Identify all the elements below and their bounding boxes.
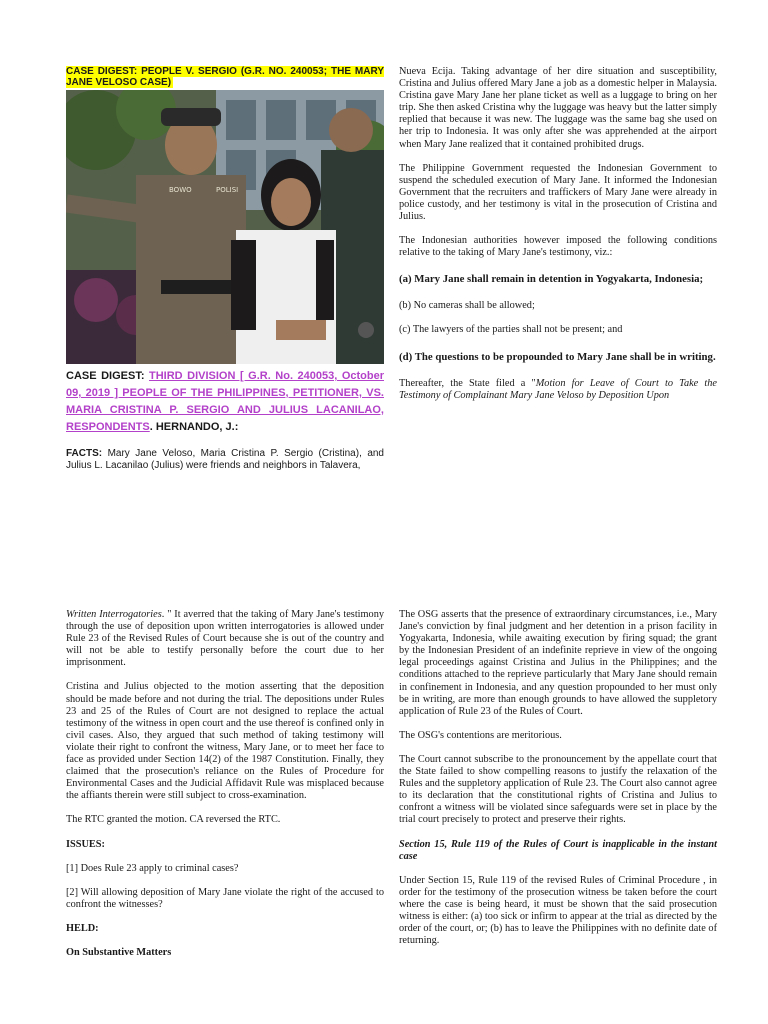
case-link[interactable]: THIRD DIVISION [ G.R. No. 240053, October 09, 2019 ] PEOPLE OF THE PHILIPPINES, PETITIONER, VS. MARIA CRISTINA P. SERGIO AND JULIUS LACANILAO, RESPONDENTS [66,370,384,433]
condition-c: (c) The lawyers of the parties shall not be present; and [399,324,623,336]
issue-item: [1] Does Rule 23 apply to criminal cases? [66,862,239,874]
paragraph: The Indonesian authorities however imposed the following conditions relative to the taking of Mary Jane's testimony, viz.: [399,235,717,259]
substantive-label: On Substantive Matters [66,946,172,958]
column-top-right [399,66,717,414]
paragraph: Cristina and Julius objected to the motion asserting that the deposition should be made before and not during the trial. The depositions under Rules 23 and 25 of the Rules of Court are not designed to replace the actual testimony of the witness in open court and the use thereof is confined only in civil cases. Also, they argued that such method of taking testimony will violate their right to confront the witness, Mary Jane, or to meet her face to face as provided under Section 14(2) of the 1987 Constitution. Finally, they claimed that the prosecution's reliance on the Rules of Procedure for Environmental Cases and the Judicial Affidavit Rule was misplaced because the affiants therein were still subject to cross-examination. [66,681,384,802]
paragraph: The Philippine Government requested the Indonesian Government to suspend the scheduled execution of Mary Jane. It informed the Indonesian Government that the recruiters and traffickers of Mary Jane were already in police custody, and her testimony is vital in the prosecution of Cristina and Julius. [399,162,717,223]
title-highlight: CASE DIGEST: PEOPLE V. SERGIO (G.R. NO. 240053; THE MARY JANE VELOSO CASE) [66,66,384,88]
paragraph: The OSG's contentions are meritorious. [399,729,562,741]
news-photo [66,90,384,364]
paragraph: The RTC granted the motion. CA reversed the RTC. [66,814,281,826]
facts-label: FACTS: [66,448,103,459]
paragraph: Written Interrogatories. " It averred that the taking of Mary Jane's testimony through the use of deposition upon written interrogatories is allowed under Rule 23 of the Revised Rules of Court because she is out of the country and will not be able to testify personally before the court due to her imprisonment. [66,609,384,669]
facts-paragraph: FACTS: Mary Jane Veloso, Maria Cristina P. Sergio (Cristina), and Julius L. Lacanilao (Julius) were friends and neighbors in Talavera, [66,448,384,472]
photo-illustration [66,90,384,364]
badge-name-text: BOWO [169,186,192,194]
condition-b: (b) No cameras shall be allowed; [399,300,535,312]
paragraph: Under Section 15, Rule 119 of the revised Rules of Criminal Procedure , in order for the testimony of the prosecution witness be taken before the court where the case is being heard, it must be shown that the said prosecution witness is either: (a) too sick or infirm to appear at the trial as directed by the order of the court, or; (b) has to leave the Philippines with no definite date of returning. [399,874,717,947]
held-label: HELD: [66,922,99,934]
column-top-left [66,66,384,484]
condition-d: (d) The questions to be propounded to Mary Jane shall be in writing. [399,350,716,363]
paragraph: Thereafter, the State filed a "Motion for Leave of Court to Take the Testimony of Complainant Mary Jane Veloso by Deposition Upon [399,377,717,401]
column-bottom-left [66,609,384,971]
page-title [66,66,384,88]
column-bottom-right [399,609,717,959]
condition-a: (a) Mary Jane shall remain in detention in Yogyakarta, Indonesia; [399,273,704,286]
badge-patch-text: POLISI [216,186,239,194]
paragraph: Nueva Ecija. Taking advantage of her dire situation and susceptibility, Cristina and Julius offered Mary Jane a job as a domestic helper in Malaysia. Cristina gave Mary Jane her plane ticket as well as a luggage to bring on her trip. She then asked Cristina why the luggage was heavy but the latter simply replied that because it was new. The luggage was the same bag she used on her trip to Indonesia. It was only after she was apprehended at the airport when Mary Jane realized that it contained prohibited drugs. [399,66,717,150]
paragraph: The Court cannot subscribe to the pronouncement by the appellate court that the State failed to show compelling reasons to justify the relaxation of the Rules and the suppletory application of Rule 23. The Court also cannot agree to its declaration that the constitutional rights of Cristina and Julius to confront a witness will be violated since safeguards were set in place by the trial court precisely to protect and preserve their rights. [399,753,717,826]
issue-item: [2] Will allowing deposition of Mary Jane violate the right of the accused to confront the witnesses? [66,886,384,910]
section-heading: Section 15, Rule 119 of the Rules of Court is inapplicable in the instant case [399,838,717,862]
issues-label: ISSUES: [66,838,105,850]
case-digest-heading: CASE DIGEST: THIRD DIVISION [ G.R. No. 240053, October 09, 2019 ] PEOPLE OF THE PHILIPPINES, PETITIONER, VS. MARIA CRISTINA P. SERGIO AND JULIUS LACANILAO, RESPONDENTS. HERNANDO, J.: [66,370,384,433]
paragraph: The OSG asserts that the presence of extraordinary circumstances, i.e., Mary Jane's conviction by final judgment and her detention in a prison facility in Yogyakarta, Indonesia, while awaiting execution by firing squad; the grant by the Indonesian President of an indefinite reprieve in view of the ongoing legal proceedings against Cristina and Julius in the Philippines; and the conditions attached to the reprieve particularly that Mary Jane should remain in confinement in Indonesia, and any question propounded to her must only be in writing, are more than enough grounds to have allowed the suppletory application of Rule 23 of the Rules of Court. [399,609,717,717]
